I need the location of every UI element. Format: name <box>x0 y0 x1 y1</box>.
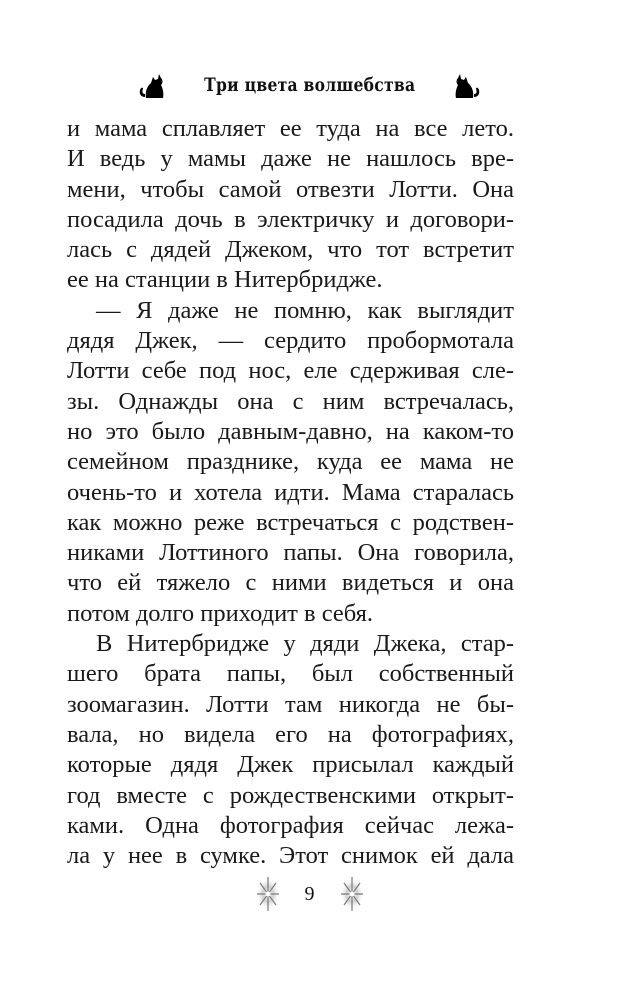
text-line: ла у нее в сумке. Этот снимок ей дала <box>67 842 514 870</box>
text-line: и мама сплавляет ее туда на все лето. <box>67 115 514 142</box>
text-line: Лотти себе под нос, еле сдерживая сле- <box>67 357 514 385</box>
page-footer <box>0 872 619 916</box>
sparkle-star-icon <box>253 874 283 914</box>
text-line: очень-то и хотела идти. Мама старалась <box>67 478 514 506</box>
text-line: что ей тяжело с ними видеться и она <box>67 569 514 597</box>
cat-silhouette-icon <box>452 70 482 100</box>
text-line: никами Лоттиного папы. Она говорила, <box>67 539 514 567</box>
running-header <box>0 68 619 102</box>
text-line: дядя Джек, — сердито пробормотала <box>67 327 514 355</box>
cat-silhouette-icon <box>137 70 167 100</box>
text-line: ее на станции в Нитербридже. <box>67 266 383 294</box>
sparkle-star-icon <box>337 874 367 914</box>
text-line: потом долго приходит в себя. <box>67 599 373 627</box>
text-line: ками. Одна фотография сейчас лежа- <box>67 811 514 839</box>
paragraph <box>67 114 514 296</box>
text-line: — Я даже не помню, как выглядит <box>96 296 514 324</box>
text-line: семейном празднике, куда ее мама не <box>67 448 514 476</box>
text-line: И ведь у мамы даже не нашлось вре- <box>67 145 514 173</box>
text-line: вала, но видела его на фотографиях, <box>67 720 514 748</box>
text-line: посадила дочь в электричку и договори- <box>67 205 514 233</box>
text-line: шего брата папы, был собственный <box>67 660 514 688</box>
text-line: которые дядя Джек присылал каждый <box>67 751 514 779</box>
page-number: 9 <box>304 882 315 905</box>
text-line: зоомагазин. Лотти там никогда не бы- <box>67 690 514 718</box>
text-line: зы. Однажды она с ним встречалась, <box>67 387 514 415</box>
text-line: лась с дядей Джеком, что тот встретит <box>67 236 514 264</box>
text-line: мени, чтобы самой отвезти Лотти. Она <box>67 175 514 203</box>
body-text <box>67 114 514 871</box>
text-line: год вместе с рождественскими открыт- <box>67 781 514 809</box>
text-line: но это было давным-давно, на каком-то <box>67 417 514 445</box>
text-line: как можно реже встречаться с родствен- <box>67 508 514 536</box>
running-title: Три цвета волшебства <box>203 74 416 96</box>
paragraph <box>67 296 514 629</box>
paragraph <box>67 629 514 871</box>
text-line: В Нитербридже у дяди Джека, стар- <box>96 630 514 658</box>
